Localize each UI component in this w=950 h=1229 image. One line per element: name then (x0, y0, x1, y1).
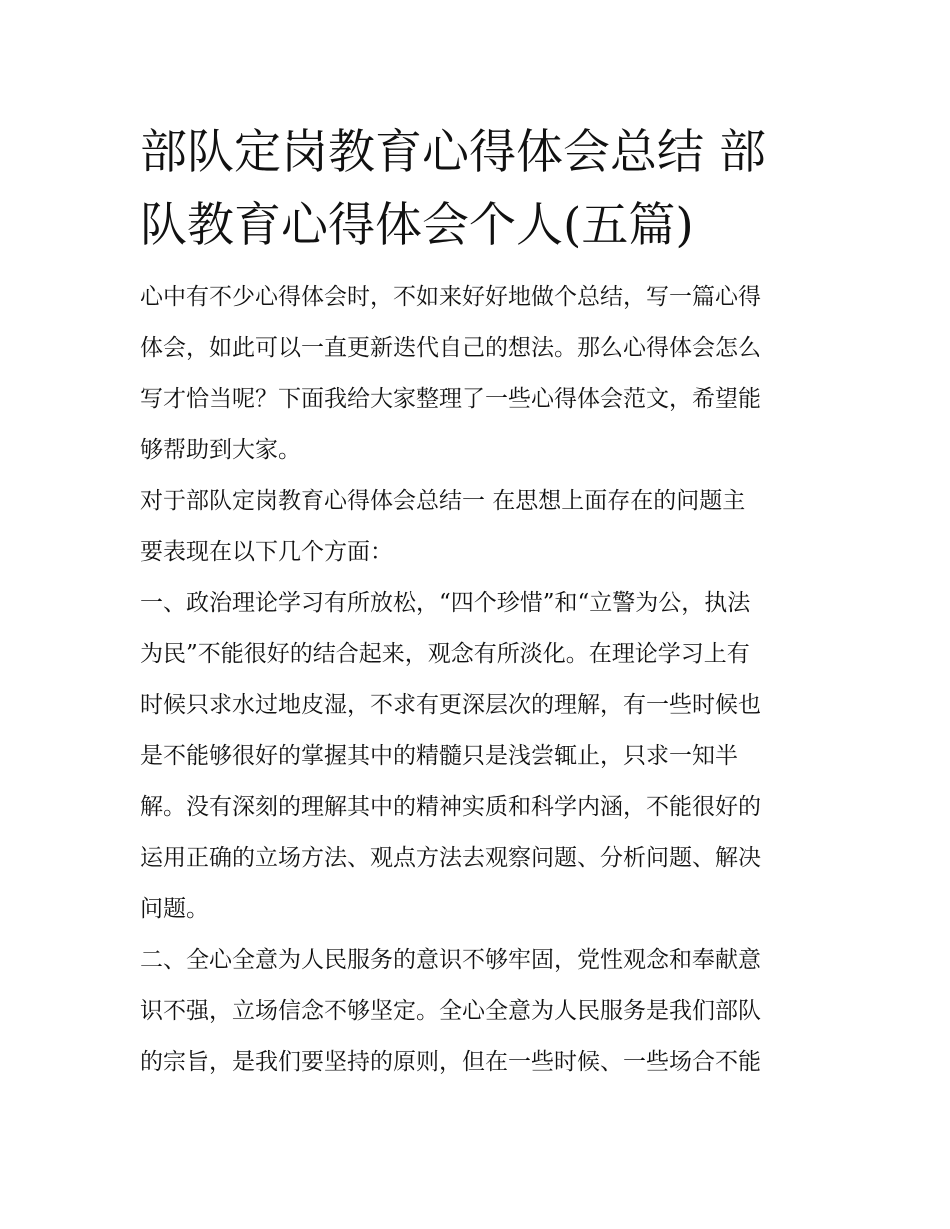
body-line: 为民”不能很好的结合起来，观念有所淡化。在理论学习上有 (140, 641, 750, 667)
body-line: 时候只求水过地皮湿，不求有更深层次的理解，有一些时候也 (140, 692, 761, 718)
document-content (140, 116, 812, 1088)
body-line: 问题。 (140, 896, 209, 922)
document-title (140, 116, 812, 262)
body-line: 体会，如此可以一直更新迭代自己的想法。那么心得体会怎么 (140, 335, 761, 361)
body-line: 够帮助到大家。 (140, 437, 301, 463)
document-body (140, 272, 812, 1088)
body-line: 二、全心全意为人民服务的意识不够牢固，党性观念和奉献意 (140, 947, 761, 973)
body-line: 心中有不少心得体会时，不如来好好地做个总结，写一篇心得 (140, 284, 761, 310)
body-line: 对于部队定岗教育心得体会总结一 在思想上面存在的问题主 (140, 488, 746, 514)
body-line: 运用正确的立场方法、观点方法去观察问题、分析问题、解决 (140, 845, 761, 871)
title-line: 部队定岗教育心得体会总结 部 (140, 125, 766, 180)
body-line: 识不强，立场信念不够坚定。全心全意为人民服务是我们部队 (140, 998, 761, 1024)
title-line: 队教育心得体会个人(五篇) (140, 198, 694, 253)
body-line: 一、政治理论学习有所放松，“四个珍惜”和“立警为公，执法 (140, 590, 751, 616)
body-line: 的宗旨，是我们要坚持的原则，但在一些时候、一些场合不能 (140, 1049, 761, 1075)
body-line: 写才恰当呢？下面我给大家整理了一些心得体会范文，希望能 (140, 386, 761, 412)
body-line: 要表现在以下几个方面： (140, 539, 393, 565)
body-line: 解。没有深刻的理解其中的精神实质和科学内涵，不能很好的 (140, 794, 761, 820)
body-line: 是不能够很好的掌握其中的精髓只是浅尝辄止，只求一知半 (140, 743, 738, 769)
